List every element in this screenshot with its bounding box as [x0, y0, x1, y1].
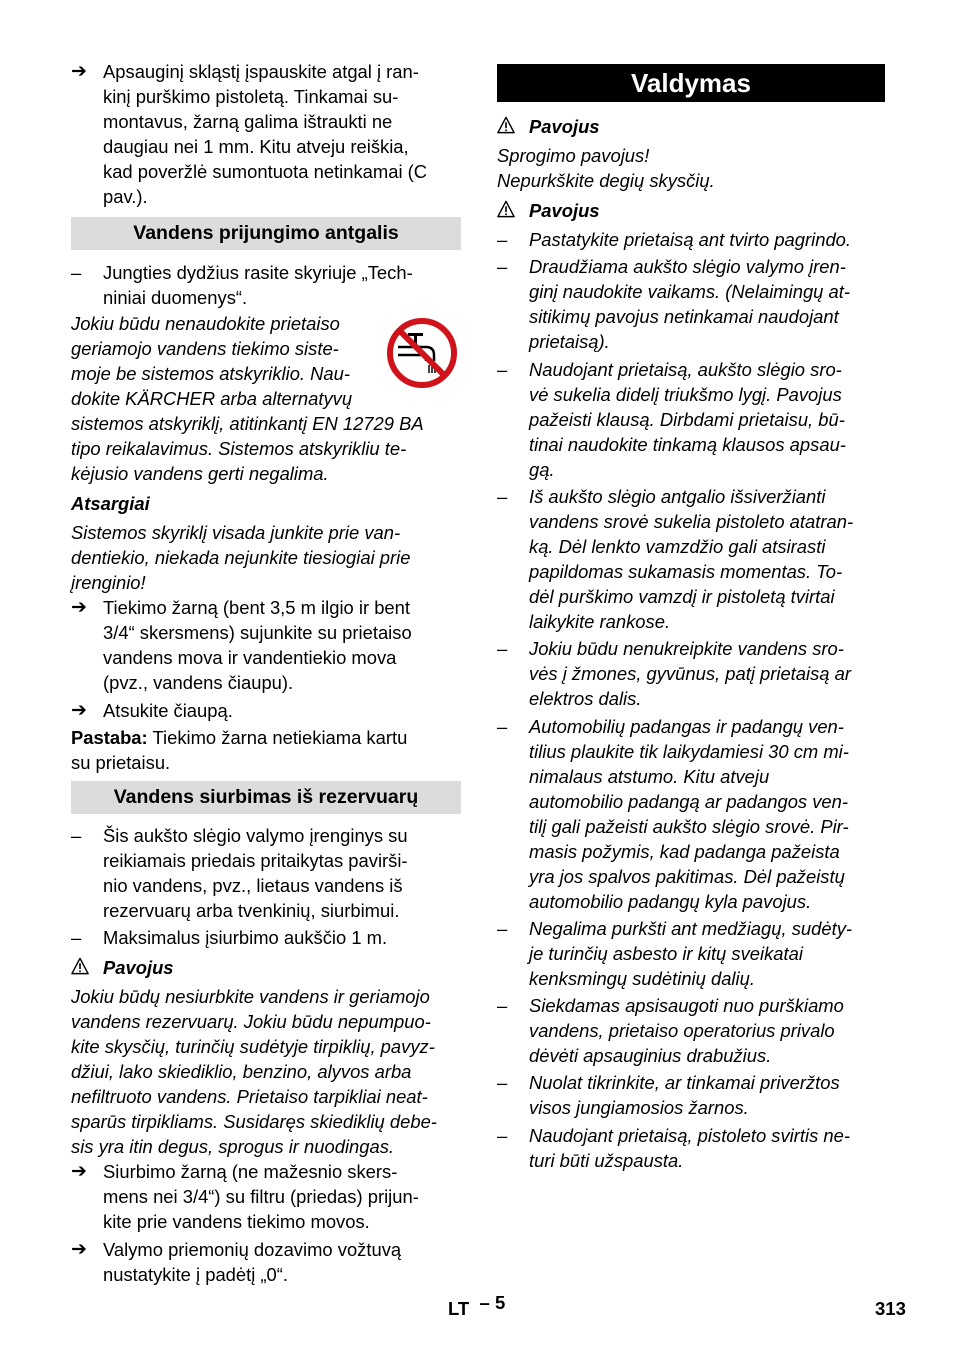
danger-text-line: nefiltruoto vandens. Prietaiso tarpikliai neat-	[71, 1086, 428, 1107]
list-item-line: Iš aukšto slėgio antgalio išsiveržianti	[529, 486, 826, 507]
list-item-line: je turinčių asbesto ir kitų sveikatai	[529, 943, 803, 964]
page-number: 313	[875, 1298, 906, 1319]
list-item-line: prietaisą).	[529, 331, 610, 352]
arrow-icon: ➔	[71, 700, 87, 721]
list-item-line: Maksimalus įsiurbimo aukščio 1 m.	[103, 927, 388, 948]
warning-triangle-icon	[497, 116, 515, 134]
step-line: mens nei 3/4“) su filtru (priedas) prijun-	[103, 1186, 419, 1207]
list-item-line: elektros dalis.	[529, 688, 642, 709]
step-line: Tiekimo žarną (bent 3,5 m ilgio ir bent	[103, 597, 410, 618]
danger-text-line: džiui, lako skiediklio, benzino, alyvos arba	[71, 1061, 412, 1082]
list-item-line: automobilio padangą ar padangos ven-	[529, 791, 849, 812]
intro-line: daugiau nei 1 mm. Kitu atveju reiškia,	[103, 136, 409, 157]
note-text: Tiekimo žarna netiekiama kartu	[147, 727, 408, 748]
section-title-valdymas: Valdymas	[497, 64, 885, 102]
list-item-line: papildomas sukamasis momentas. To-	[529, 561, 843, 582]
list-item-line: dėvėti apsauginius drabužius.	[529, 1045, 772, 1066]
list-item-line: tilį gali pažeisti aukšto slėgio srovė. Pir-	[529, 816, 849, 837]
list-item-line: Šis aukšto slėgio valymo įrenginys su	[103, 825, 408, 846]
intro-line: kinį purškimo pistoletą. Tinkamai su-	[103, 86, 399, 107]
list-item-line: Nuolat tikrinkite, ar tinkamai priveržtos	[529, 1072, 840, 1093]
note-line	[71, 725, 407, 750]
warning-triangle-icon	[497, 200, 515, 218]
danger-label: Pavojus	[529, 200, 600, 221]
list-item-line: automobilio padangų kyla pavojus.	[529, 891, 812, 912]
list-item-line: turi būti užspausta.	[529, 1150, 684, 1171]
dash-bullet: –	[71, 262, 82, 283]
danger-label: Pavojus	[529, 116, 600, 137]
dash-bullet: –	[497, 995, 508, 1016]
arrow-icon: ➔	[71, 1239, 87, 1260]
arrow-icon: ➔	[71, 597, 87, 618]
footer-language-page	[448, 1292, 506, 1320]
caution-text-line: dentiekio, niekada nejunkite tiesiogiai prie	[71, 547, 411, 568]
step-line: 3/4“ skersmens) sujunkite su prietaiso	[103, 622, 412, 643]
danger-text-line: kite skysčių, turinčių sudėtyje tirpiklių, pavyz-	[71, 1036, 435, 1057]
dash-bullet: –	[497, 256, 508, 277]
danger-text-line: sis yra itin degus, sprogus ir nuodingas.	[71, 1136, 395, 1157]
list-item-line: rezervuarų arba tvenkinių, siurbimui.	[103, 900, 400, 921]
list-item-line: masis požymis, kad padanga pažeista	[529, 841, 840, 862]
danger-text-line: sparūs tirpikliams. Susidaręs skiediklių debe-	[71, 1111, 437, 1132]
list-item-line: gą.	[529, 459, 555, 480]
danger-text-line: Jokiu būdų nesiurbkite vandens ir geriamojo	[71, 986, 430, 1007]
list-item-line: kenksmingų sudėtinių dalių.	[529, 968, 755, 989]
intro-line: Apsauginį skląstį įspauskite atgal į ran-	[103, 61, 419, 82]
note-line: su prietaisu.	[71, 752, 171, 773]
list-item-line: Naudojant prietaisą, aukšto slėgio sro-	[529, 359, 842, 380]
list-item-line: Siekdamas apsisaugoti nuo purškiamo	[529, 995, 844, 1016]
danger-text-line: vandens rezervuarų. Jokiu būdu nepumpuo-	[71, 1011, 431, 1032]
dash-bullet: –	[497, 229, 508, 250]
dash-bullet: –	[497, 918, 508, 939]
list-item-line: pažeisti klausą. Dirbdami prietaisu, bū-	[529, 409, 845, 430]
danger-text-line: Nepurkškite degių skysčių.	[497, 170, 715, 191]
footer-language: LT	[448, 1298, 470, 1319]
list-item-line: vės į žmones, gyvūnus, patį prietaisą ar	[529, 663, 851, 684]
warning-text-line: Jokiu būdu nenaudokite prietaiso	[71, 313, 340, 334]
list-item-line: laikykite rankose.	[529, 611, 671, 632]
list-item-line: tilius plaukite tik laikydamiesi 30 cm mi-	[529, 741, 849, 762]
arrow-icon: ➔	[71, 61, 87, 82]
warning-text-line: moje be sistemos atskyriklio. Nau-	[71, 363, 351, 384]
list-item-line: vandens srovė sukelia pistoleto atatran-	[529, 511, 854, 532]
list-item-line: Naudojant prietaisą, pistoleto svirtis ne-	[529, 1125, 850, 1146]
caution-text-line: Sistemos skyriklį visada junkite prie van-	[71, 522, 401, 543]
list-item-line: Pastatykite prietaisą ant tvirto pagrindo.	[529, 229, 852, 250]
warning-text-line: sistemos atskyriklį, atitinkantį EN 12729 BA	[71, 413, 424, 434]
list-item-line: Negalima purkšti ant medžiagų, sudėty-	[529, 918, 853, 939]
warning-text-line: geriamojo vandens tiekimo siste-	[71, 338, 339, 359]
list-item-line: yra jos spalvos pakitimas. Dėl pažeistų	[529, 866, 845, 887]
note-label: Pastaba:	[71, 727, 148, 748]
dash-bullet: –	[497, 486, 508, 507]
list-item-line: vandens, prietaiso operatorius privalo	[529, 1020, 835, 1041]
step-line: vandens mova ir vandentiekio mova	[103, 647, 397, 668]
list-item-line: Automobilių padangas ir padangų ven-	[529, 716, 844, 737]
step-line: nustatykite į padėtį „0“.	[103, 1264, 289, 1285]
list-item-line: tinai naudokite tinkamą klausos apsau-	[529, 434, 846, 455]
danger-label: Pavojus	[103, 957, 174, 978]
list-item-line: visos jungiamosios žarnos.	[529, 1097, 749, 1118]
step-line: kite prie vandens tiekimo movos.	[103, 1211, 370, 1232]
dash-bullet: –	[71, 927, 82, 948]
section-heading-tank-suction: Vandens siurbimas iš rezervuarų	[71, 781, 461, 814]
warning-text-line: dokite KÄRCHER arba alternatyvų	[71, 388, 353, 409]
list-item-line: Jungties dydžius rasite skyriuje „Tech-	[103, 262, 413, 283]
list-item-line: ginį naudokite vaikams. (Nelaimingų at-	[529, 281, 850, 302]
warning-triangle-icon	[71, 957, 89, 975]
caution-label: Atsargiai	[71, 493, 150, 514]
list-item-line: dėl purškimo vamzdį ir pistoletą tvirtai	[529, 586, 835, 607]
intro-line: montavus, žarną galima ištraukti ne	[103, 111, 393, 132]
step-line: (pvz., vandens čiaupu).	[103, 672, 294, 693]
dash-bullet: –	[497, 716, 508, 737]
step-line: Atsukite čiaupą.	[103, 700, 233, 721]
list-item-line: vė sukelia didelį triukšmo lygį. Pavojus	[529, 384, 842, 405]
dash-bullet: –	[497, 638, 508, 659]
dash-bullet: –	[71, 825, 82, 846]
footer-local-page: – 5	[479, 1292, 506, 1313]
danger-text-line: Sprogimo pavojus!	[497, 145, 650, 166]
section-heading-water-connection: Vandens prijungimo antgalis	[71, 217, 461, 250]
list-item-line: niniai duomenys“.	[103, 287, 248, 308]
list-item-line: Jokiu būdu nenukreipkite vandens sro-	[529, 638, 844, 659]
caution-text-line: įrenginio!	[71, 572, 146, 593]
no-drinking-water-connection-icon	[386, 317, 458, 389]
list-item-line: nimalaus atstumo. Kitu atveju	[529, 766, 770, 787]
warning-text-line: tipo reikalavimus. Sistemos atskyrikliu te-	[71, 438, 407, 459]
intro-line: pav.).	[103, 186, 148, 207]
dash-bullet: –	[497, 359, 508, 380]
dash-bullet: –	[497, 1072, 508, 1093]
warning-text-line: kėjusio vandens gerti negalima.	[71, 463, 329, 484]
intro-line: kad poveržlė sumontuota netinkamai (C	[103, 161, 428, 182]
list-item-line: nio vandens, pvz., lietaus vandens iš	[103, 875, 403, 896]
dash-bullet: –	[497, 1125, 508, 1146]
arrow-icon: ➔	[71, 1161, 87, 1182]
list-item-line: sitikimų pavojus netinkamai naudojant	[529, 306, 839, 327]
list-item-line: ką. Dėl lenkto vamzdžio gali atsirasti	[529, 536, 826, 557]
step-line: Siurbimo žarną (ne mažesnio skers-	[103, 1161, 398, 1182]
list-item-line: reikiamais priedais pritaikytas pavirši-	[103, 850, 408, 871]
step-line: Valymo priemonių dozavimo vožtuvą	[103, 1239, 402, 1260]
list-item-line: Draudžiama aukšto slėgio valymo įren-	[529, 256, 846, 277]
